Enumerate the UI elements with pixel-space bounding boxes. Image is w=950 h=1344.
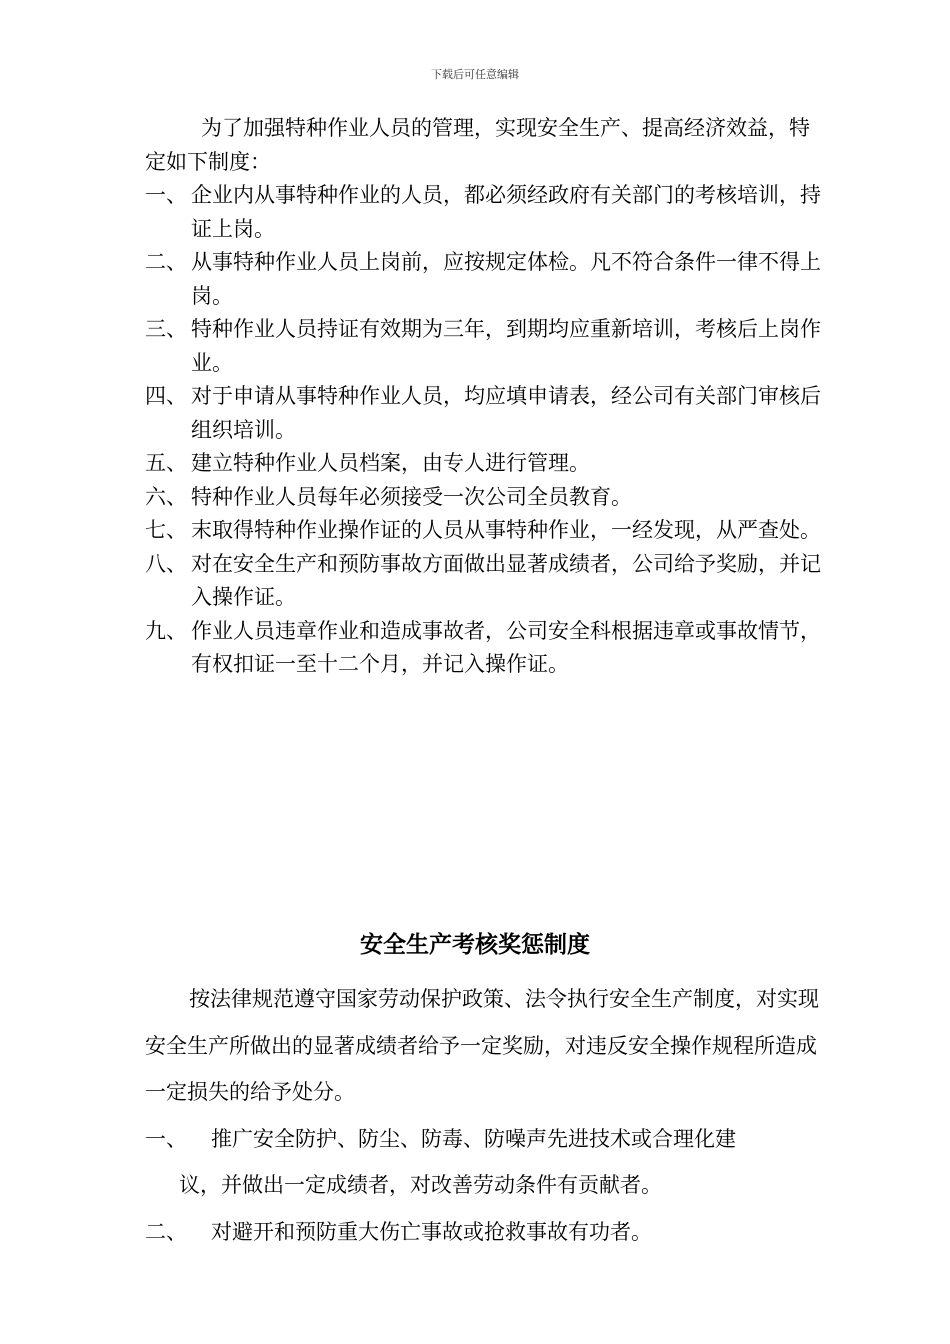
list-item [145, 380, 825, 447]
item-text: 建立特种作业人员档案，由专人进行管理。 [191, 451, 590, 475]
item-text-continuation: 议，并做出一定成绩者，对改善劳动条件有贡献者。 [179, 1173, 662, 1197]
intro-paragraph: 为了加强特种作业人员的管理，实现安全生产、提高经济效益，特定如下制度： [145, 116, 810, 174]
item-number: 二、 [145, 1219, 187, 1244]
item-text: 对在安全生产和预防事故方面做出显著成绩者，公司给予奖励，并记入操作证。 [191, 551, 821, 609]
item-number: 九、 [145, 618, 187, 643]
item-text-first-line: 对避开和预防重大伤亡事故或抢救事故有功者。 [211, 1219, 652, 1244]
page-header: 下载后可任意编辑 [431, 68, 519, 81]
item-number: 七、 [145, 518, 187, 542]
item-text: 企业内从事特种作业的人员，都必须经政府有关部门的考核培训，持证上岗。 [191, 183, 821, 241]
item-number: 二、 [145, 250, 187, 274]
item-text-first-line: 推广安全防护、防尘、防毒、防噪声先进技术或合理化建 [211, 1126, 736, 1151]
item-text: 作业人员违章作业和造成事故者，公司安全科根据违章或事故情节，有权扣证一至十二个月，并记入操作证。 [191, 618, 821, 676]
item-text: 特种作业人员每年必须接受一次公司全员教育。 [191, 484, 632, 509]
list-item [145, 313, 825, 380]
list-item [145, 179, 825, 246]
list-item [145, 514, 825, 548]
item-number: 一、 [145, 1126, 187, 1151]
intro-paragraph: 按法律规范遵守国家劳动保护政策、法令执行安全生产制度，对实现安全生产所做出的显著成绩者给予一定奖励，对违反安全操作规程所造成一定损失的给予处分。 [145, 987, 819, 1104]
section-title: 安全生产考核奖惩制度 [360, 931, 590, 958]
list-item [145, 481, 825, 515]
safety-assessment-rules [145, 976, 825, 1255]
item-text: 末取得特种作业操作证的人员从事特种作业，一经发现，从严查处。 [191, 518, 821, 542]
list-item [145, 615, 825, 682]
item-text: 从事特种作业人员上岗前，应按规定体检。凡不符合条件一律不得上岗。 [191, 250, 821, 308]
item-number: 三、 [145, 317, 187, 341]
item-number: 一、 [145, 183, 187, 207]
list-item [145, 1116, 825, 1209]
list-item [145, 1209, 825, 1256]
list-item [145, 548, 825, 615]
item-number: 六、 [145, 484, 187, 509]
list-item [145, 447, 825, 481]
item-text: 对于申请从事特种作业人员，均应填申请表，经公司有关部门审核后组织培训。 [191, 384, 821, 442]
special-operations-rules [145, 112, 825, 682]
list-item [145, 246, 825, 313]
item-number: 八、 [145, 551, 187, 576]
item-number: 四、 [145, 384, 187, 408]
item-number: 五、 [145, 451, 187, 475]
item-text: 特种作业人员持证有效期为三年，到期均应重新培训，考核后上岗作业。 [191, 317, 821, 375]
